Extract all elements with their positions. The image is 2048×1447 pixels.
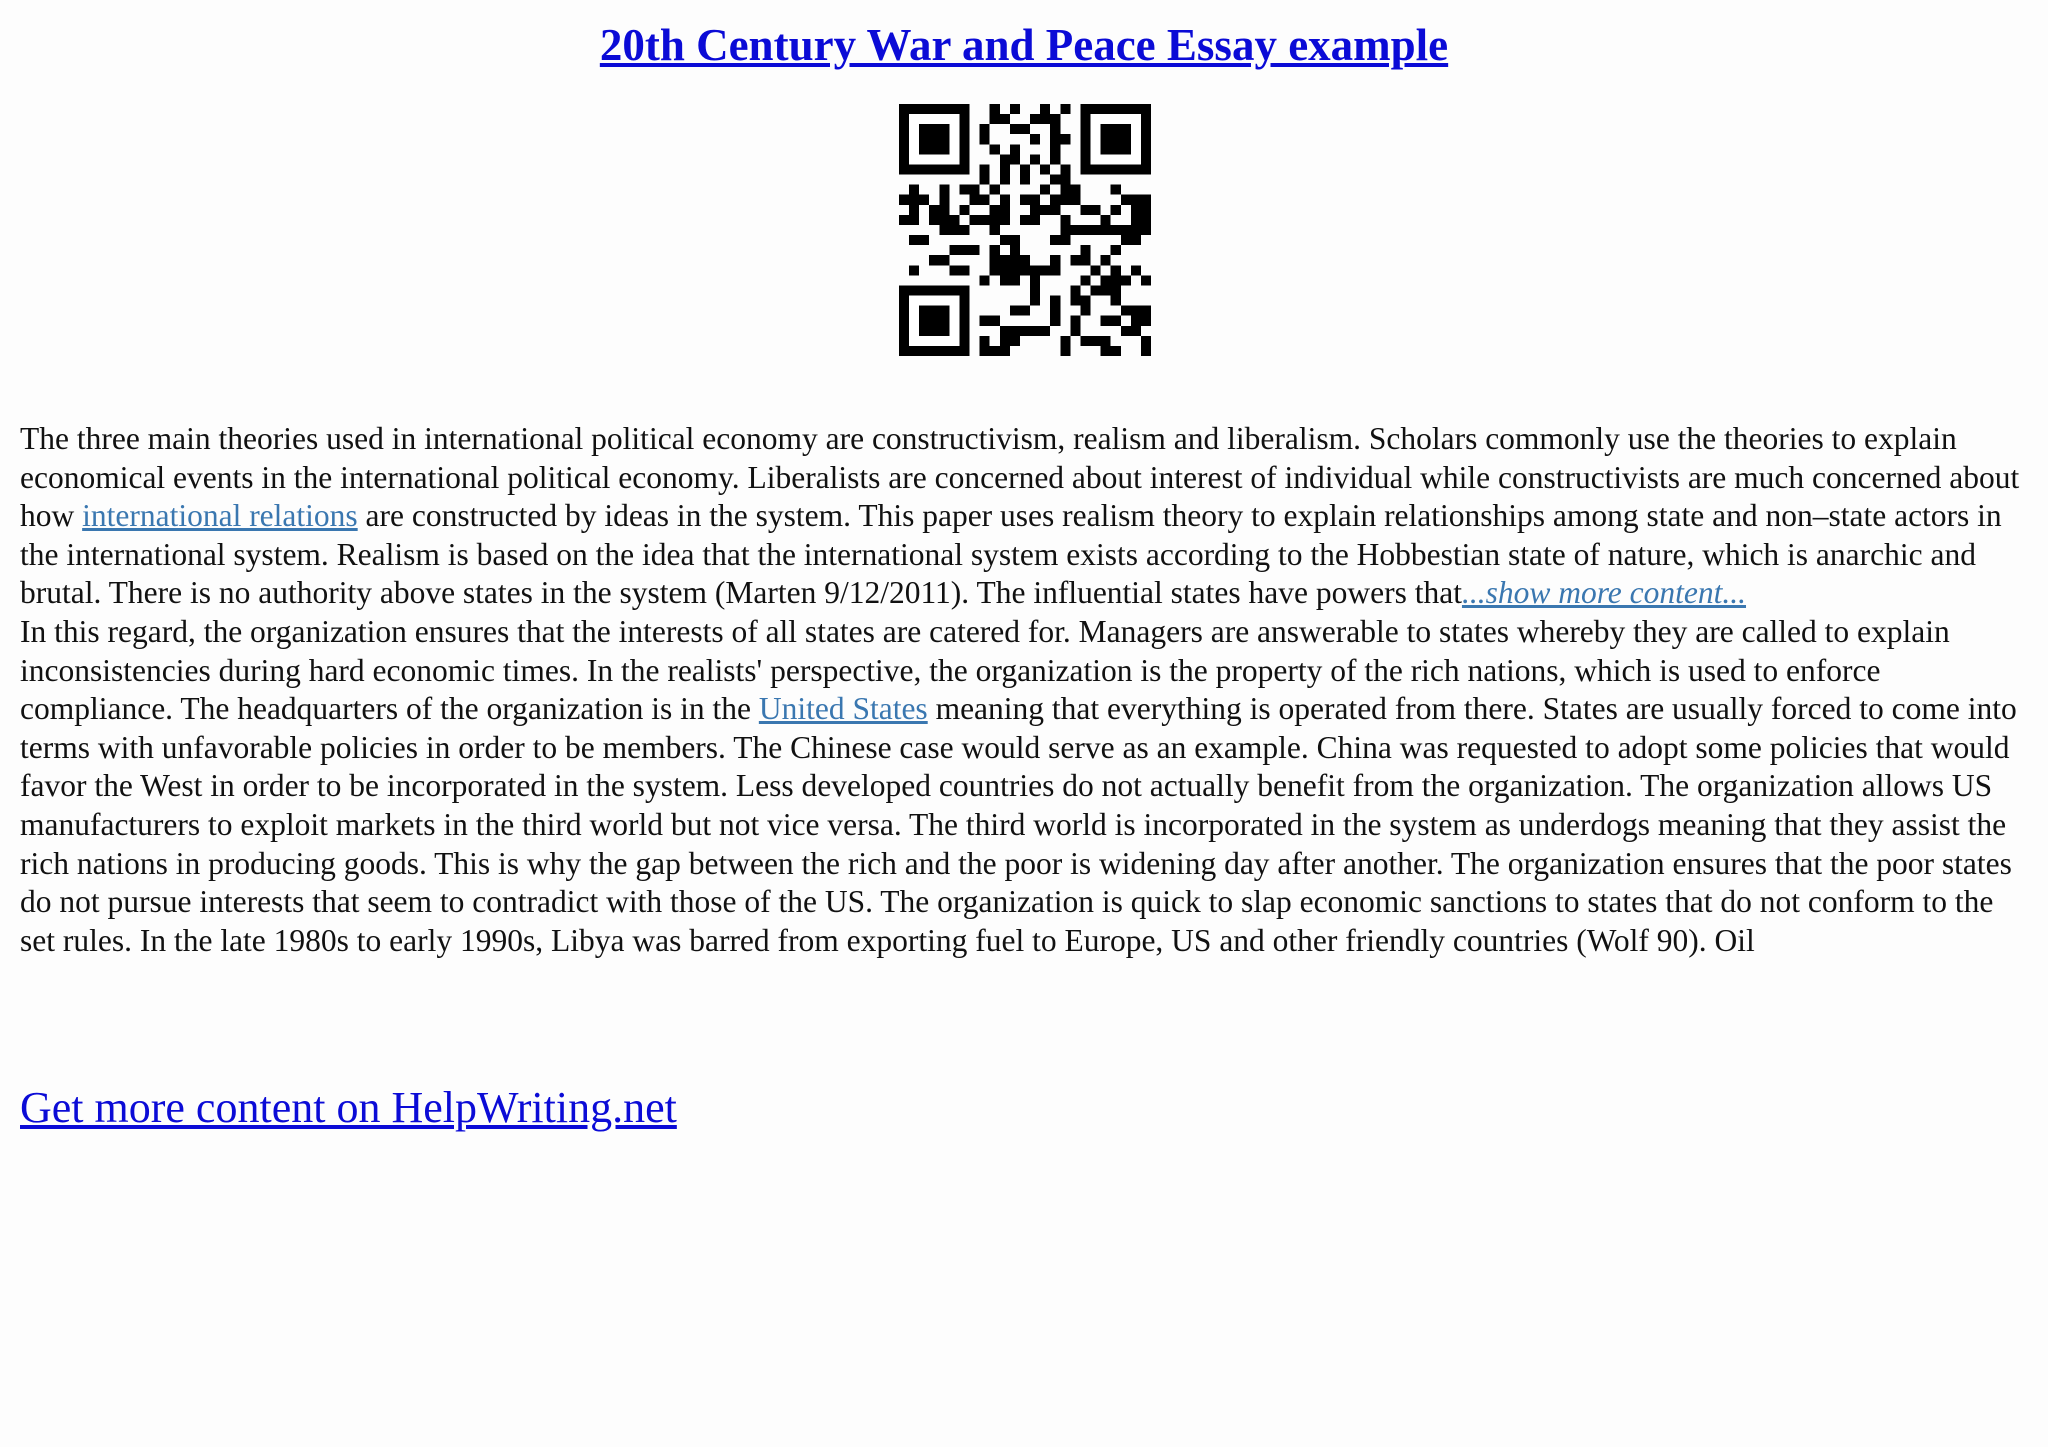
essay-body <box>20 420 2028 960</box>
united-states-link[interactable]: United States <box>758 691 928 727</box>
helpwriting-link[interactable]: Get more content on HelpWriting.net <box>20 1083 677 1132</box>
title-link[interactable]: 20th Century War and Peace Essay example <box>599 20 1449 70</box>
qr-code-icon <box>899 104 1151 356</box>
paragraph-2-text-a: In this regard, the organization ensures that the interests of all states are catered for. Managers are answerable to states whereby they are called to explain inconsistencies during hard economic times. In the realists' perspective, the organization is the property of the rich nations, which is used to enforce compliance. The headquarters of the organization is in the <box>20 613 1950 727</box>
paragraph-1 <box>20 420 2028 613</box>
paragraph-1-text-a: The three main theories used in international political economy are constructivism, realism and liberalism. Scholars commonly use the theories to explain economical events in the international political economy. Liberalists are concerned about interest of individual while constructivists are much concerned about how <box>20 421 2020 534</box>
footer <box>20 1080 677 1136</box>
international-relations-link[interactable]: international relations <box>82 498 358 534</box>
paragraph-2 <box>20 613 2028 960</box>
paragraph-1-text-b: are constructed by ideas in the system. This paper uses realism theory to explain relationships among state and non–state actors in the international system. Realism is based on the idea that the international system exists according to the Hobbestian state of nature, which is anarchic and brutal. There is no authority above states in the system (Marten 9/12/2011). The influential states have powers that <box>20 498 2002 611</box>
paragraph-2-text-b: meaning that everything is operated from there. States are usually forced to come into terms with unfavorable policies in order to be members. The Chinese case would serve as an example. China was requested to adopt some policies that would favor the West in order to be incorporated in the system. Less developed countries do not actually benefit from the organization. The organization allows US manufacturers to exploit markets in the third world but not vice versa. The third world is incorporated in the system as underdogs meaning that they assist the rich nations in producing goods. This is why the gap between the rich and the poor is widening day after another. The organization ensures that the poor states do not pursue interests that seem to contradict with those of the US. The organization is quick to slap economic sanctions to states that do not conform to the set rules. In the late 1980s to early 1990s, Libya was barred from exporting fuel to Europe, US and other friendly countries (Wolf 90). Oil <box>20 691 2017 958</box>
show-more-link[interactable]: ...show more content... <box>1461 575 1747 611</box>
page-title <box>0 14 2048 76</box>
